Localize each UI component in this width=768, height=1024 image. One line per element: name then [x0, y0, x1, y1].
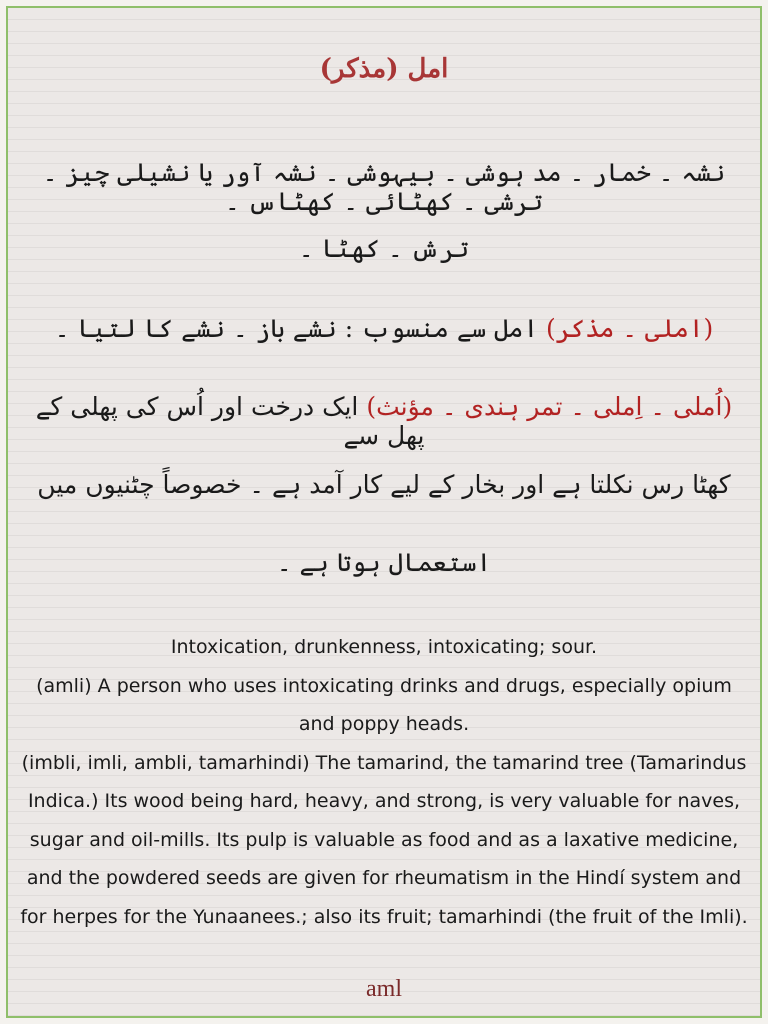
- imli-text: ایک درخت اور اُس کی پھلی کے پھل سے: [35, 392, 425, 450]
- urdu-meaning-line-2: ترش ۔ کھٹا ۔: [298, 234, 470, 263]
- urdu-imli-line-2: کھٹا رس نکلتا ہے اور بخار کے لیے کار آمد ہے ۔ خصوصاً چٹنیوں میں: [37, 470, 731, 499]
- english-line-1: Intoxication, drunkenness, intoxicating; sour.: [170, 636, 598, 658]
- urdu-imli-line-3: استعمال ہوتا ہے ۔: [276, 548, 492, 577]
- entry-heading: امل (مذکر): [319, 54, 449, 84]
- amli-text: امل سے منسوب : نشے باز ۔ نشے کا لتیا ۔: [54, 314, 539, 343]
- english-translation: [20, 628, 748, 936]
- amli-tag: (املی ۔ مذکر): [546, 314, 714, 343]
- english-line-3: (imbli, imli, ambli, tamarhindi) The tamarind, the tamarind tree (Tamarindus Indica.) Its wood being hard, heavy, and strong, is very valuable for naves, sugar and oil-mills. Its pulp is valuable as food and as a laxative medicine, and the powdered seeds are given for rheumatism in the Hindí system and for herpes for the Yunaanees.; also its fruit; tamarhindi (the fruit of the Imli).: [20, 751, 748, 928]
- urdu-imli-line: [22, 392, 746, 450]
- urdu-amli-line: [22, 314, 746, 343]
- entry-transliteration: aml: [366, 976, 402, 1002]
- english-line-2: (amli) A person who uses intoxicating drinks and drugs, especially opium and poppy heads.: [36, 674, 732, 735]
- urdu-meaning-line-1: نشہ ۔ خمار ۔ مد ہوشی ۔ بیہوشی ۔ نشہ آور یا نشیلی چیز ۔ ترشی ۔ کھٹائی ۔ کھٹاس ۔: [42, 158, 726, 216]
- dictionary-entry-card: [6, 6, 762, 1018]
- imli-tag: (اُملی ۔ اِملی ۔ تمر ہندی ۔ مؤنث): [366, 392, 733, 421]
